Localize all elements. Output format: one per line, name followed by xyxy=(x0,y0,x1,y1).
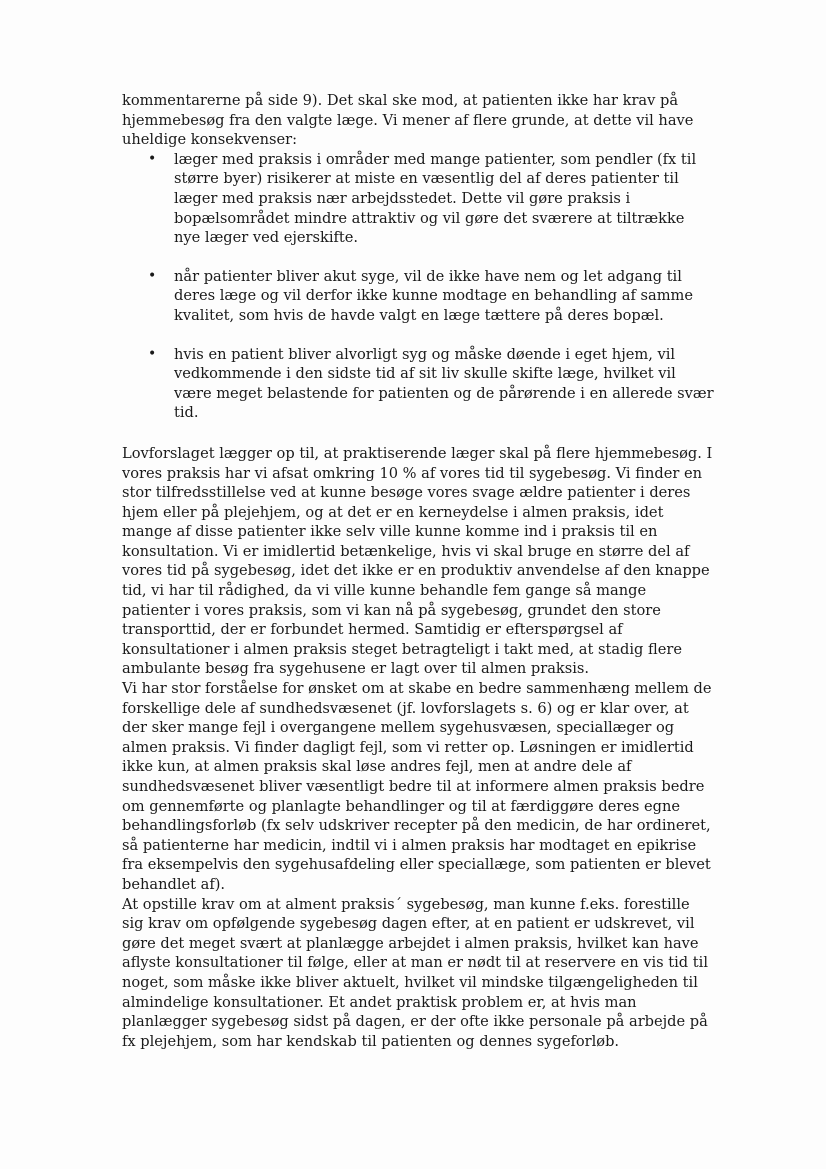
bullet-icon: • xyxy=(148,150,157,167)
list-item-text: læger med praksis i områder med mange patienter, som pendler (fx til større byer) risikerer at miste en væsentlig del af deres patienter til læger med praksis nær arbejdsstedet. Dette vil gøre praksis i bopælsområdet mindre attraktiv og vil gøre det sværere at tiltrække nye læger ved ejerskifte. xyxy=(174,150,697,247)
list-item xyxy=(122,345,714,423)
paragraph-planning: At opstille krav om at alment praksis´ sygebesøg, man kunne f.eks. forestille sig krav om opfølgende sygebesøg dagen efter, at en patient er udskrevet, vil gøre det meget svært at planlægge arbejdet i almen praksis, hvilket kan have aflyste konsultationer til følge, eller at man er nødt til at reservere en vis tid til noget, som måske ikke bliver aktuelt, hvilket vil mindske tilgængeligheden til almindelige konsultationer. Et andet praktisk problem er, at hvis man planlægger sygebesøg sidst på dagen, er der ofte ikke personale på arbejde på fx plejehjem, som har kendskab til patienten og dennes sygeforløb. xyxy=(122,895,708,1050)
concern-list xyxy=(122,150,714,423)
bullet-icon: • xyxy=(148,267,157,284)
list-item xyxy=(122,267,714,326)
bullet-icon: • xyxy=(148,345,157,362)
list-item xyxy=(122,150,714,248)
list-item-text: når patienter bliver akut syge, vil de ikke have nem og let adgang til deres læge og vil derfor ikke kunne modtage en behandling af samme kvalitet, som hvis de havde valgt en læge tættere på deres bopæl. xyxy=(174,267,694,324)
paragraph-home-visits: Lovforslaget lægger op til, at praktiserende læger skal på flere hjemmebesøg. I vores praksis har vi afsat omkring 10 % af vores tid til sygebesøg. Vi finder en stor tilfredsstillelse ved at kunne besøge vores svage ældre patienter i deres hjem eller på plejehjem, og at det er en kerneydelse i almen praksis, idet mange af disse patienter ikke selv ville kunne komme ind i praksis til en konsultation. Vi er imidlertid betænkelige, hvis vi skal bruge en større del af vores tid på sygebesøg, idet det ikke er en produktiv anvendelse af den knappe tid, vi har til rådighed, da vi ville kunne behandle fem gange så mange patienter i vores praksis, som vi kan nå på sygebesøg, grundet den store transporttid, der er forbundet hermed. Samtidig er efterspørgsel af konsultationer i almen praksis steget betragteligt i takt med, at stadig flere ambulante besøg fra sygehusene er lagt over til almen praksis. xyxy=(122,444,713,678)
paragraph-coherence: Vi har stor forståelse for ønsket om at skabe en bedre sammenhæng mellem de forskellige dele af sundhedsvæsenet (jf. lovforslagets s. 6) og er klar over, at der sker mange fejl i overgangene mellem sygehusvæsen, speciallæger og almen praksis. Vi finder dagligt fejl, som vi retter op. Løsningen er imidlertid ikke kun, at almen praksis skal løse andres fejl, men at andre dele af sundhedsvæsenet bliver væsentligt bedre til at informere almen praksis bedre om gennemførte og planlagte behandlinger og til at færdiggøre deres egne behandlingsforløb (fx selv udskriver recepter på den medicin, de har ordineret, så patienterne har medicin, indtil vi i almen praksis har modtaget en epikrise fra eksempelvis den sygehusafdeling eller speciallæge, som patienten er blevet behandlet af). xyxy=(122,680,712,893)
list-item-text: hvis en patient bliver alvorligt syg og måske døende i eget hjem, vil vedkommende i den sidste tid af sit liv skulle skifte læge, hvilket vil være meget belastende for patienten og de pårørende i en allerede svær tid. xyxy=(174,345,714,422)
intro-paragraph: kommentarerne på side 9). Det skal ske mod, at patienten ikke har krav på hjemmebesøg fra den valgte læge. Vi mener af flere grunde, at dette vil have uheldige konsekvenser: xyxy=(122,92,694,149)
document-body xyxy=(122,91,714,1051)
